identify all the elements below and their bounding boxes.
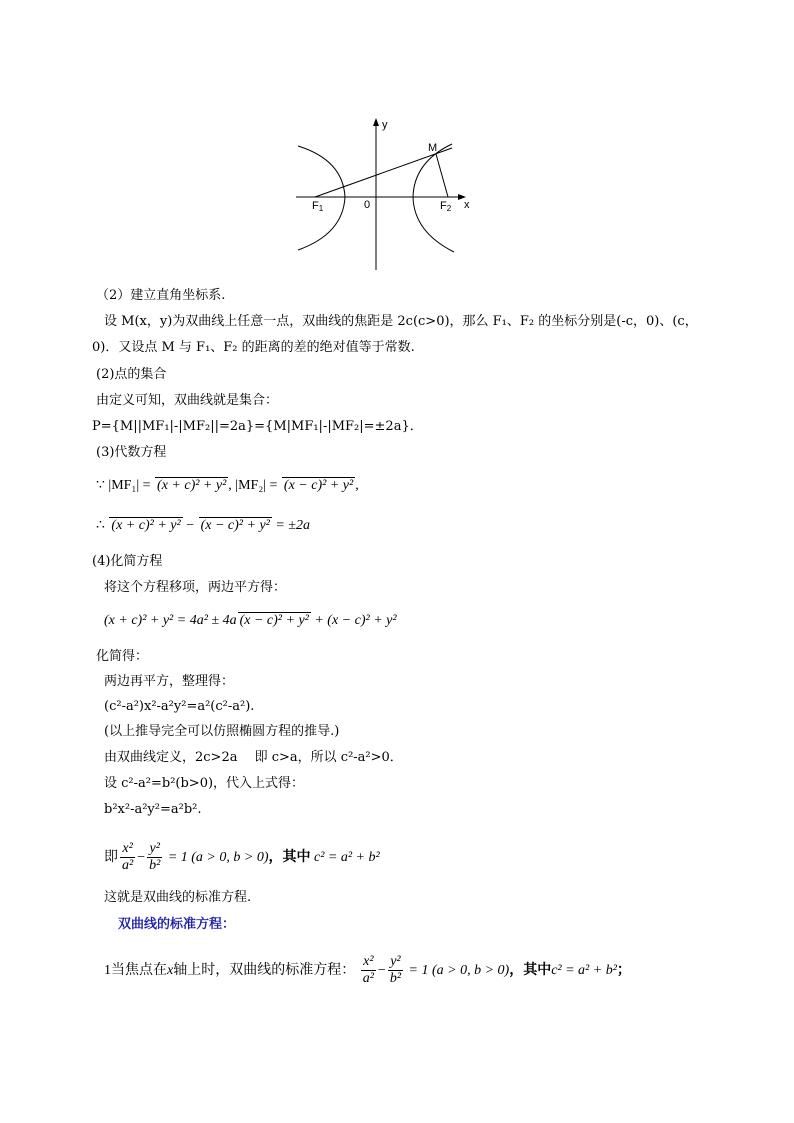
text-simplified: 化简得： xyxy=(96,649,149,664)
hyperbola-diagram xyxy=(0,0,794,280)
left-branch xyxy=(298,146,345,250)
distance-formulas: ∵ |MF₁| = (x + c)² + y² , |MF₂| = (x − c)² + y² , xyxy=(96,478,359,493)
standard-equation: 即 $\frac{\text{x²}}{\text{a²}}$ − $\frac{\text{y²}}{\text{b²}}$ = 1 (a > 0, b > 0)，其中 c² = a² + b² xyxy=(104,841,380,874)
point-m-label: M xyxy=(428,142,438,154)
step-coordinate-system: （2）建立直角坐标系. xyxy=(96,288,226,303)
text-square-again: 两边再平方，整理得： xyxy=(104,674,235,689)
line-f1-m xyxy=(315,148,452,197)
y-axis-arrow xyxy=(373,118,379,126)
paragraph-point-m-line1: 设 M(x，y)为双曲线上任意一点，双曲线的焦距是 2c(c>0)，那么 F₁、F₂ 的坐标分别是(-c，0)、(c， xyxy=(104,314,698,329)
heading-point-set: (2)点的集合 xyxy=(96,367,167,382)
heading-simplify: (4)化简方程 xyxy=(92,554,163,569)
note-ellipse-derivation: (以上推导完全可以仿照椭圆方程的推导.) xyxy=(104,724,340,739)
text-c-greater-a: 由双曲线定义，2c>2a 即 c>a，所以 c²-a²>0． xyxy=(104,750,403,765)
f2-label: F2 xyxy=(440,200,452,213)
text-substitute-b: 设 c²-a²=b²(b>0)，代入上式得： xyxy=(104,776,305,791)
equation-c2-a2: (c²-a²)x²-a²y²=a²(c²-a²). xyxy=(104,699,255,714)
heading-standard-equation: 双曲线的标准方程： xyxy=(118,917,236,932)
y-axis-label: y xyxy=(382,119,388,131)
line-m-f2 xyxy=(436,154,448,197)
difference-equation: ∴ (x + c)² + y² − (x − c)² + y² = ±2a xyxy=(96,518,310,533)
origin-label: 0 xyxy=(364,199,371,211)
case-x-axis: 1当焦点在x轴上时，双曲线的标准方程： $\frac{\text{x²}}{\text{a²}}$ − $\frac{\text{y²}}{\text{b²}}$ = 1 (a > 0, b > 0)，其中c² = a² + b²； xyxy=(104,954,631,987)
set-formula: P={M||MF₁|-|MF₂||=2a}={M|MF₁|-|MF₂|=±2a}． xyxy=(92,419,423,434)
x-axis-label: x xyxy=(464,199,470,211)
equation-b2x2: b²x²-a²y²=a²b². xyxy=(104,802,202,817)
text-this-is-standard: 这就是双曲线的标准方程. xyxy=(104,890,252,905)
text-move-square: 将这个方程移项，两边平方得： xyxy=(104,580,287,595)
text-definition: 由定义可知，双曲线就是集合： xyxy=(96,393,279,408)
paragraph-point-m-line2: 0)．又设点 M 与 F₁、F₂ 的距离的差的绝对值等于常数. xyxy=(92,340,415,355)
heading-algebraic-equation: (3)代数方程 xyxy=(96,445,167,460)
f1-label: F1 xyxy=(312,200,324,213)
squared-equation: (x + c)² + y² = 4a² ± 4a (x − c)² + y² + (x − c)² + y² xyxy=(104,613,397,628)
